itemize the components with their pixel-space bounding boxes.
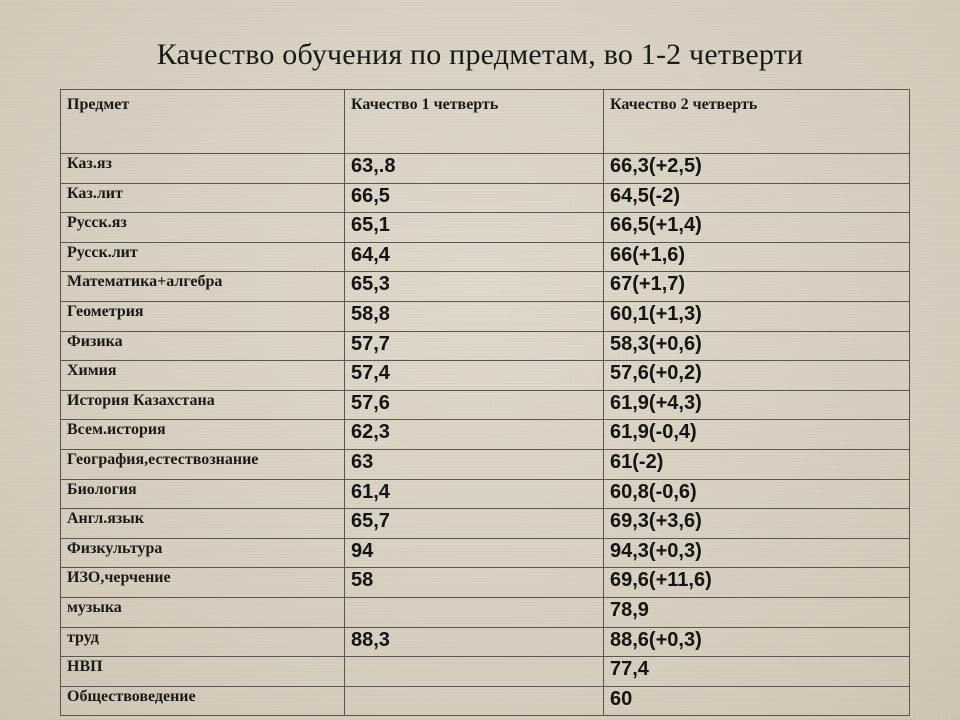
subject-cell: труд xyxy=(61,627,345,657)
quarter-2-cell: 77,4 xyxy=(604,657,910,687)
subject-cell: Физика xyxy=(61,331,345,361)
quarter-2-cell: 66,3(+2,5) xyxy=(604,154,910,184)
table-row xyxy=(61,361,910,391)
subject-cell: Всем.история xyxy=(61,420,345,450)
subject-cell: ИЗО,черчение xyxy=(61,568,345,598)
quarter-1-cell: 65,3 xyxy=(345,272,604,302)
quarter-2-cell: 60 xyxy=(604,686,910,716)
quarter-2-cell: 66,5(+1,4) xyxy=(604,213,910,243)
header-quarter-1: Качество 1 четверть xyxy=(345,90,604,154)
table-row xyxy=(61,479,910,509)
subject-cell: Физкультура xyxy=(61,538,345,568)
table-row xyxy=(61,420,910,450)
subject-cell: Геометрия xyxy=(61,301,345,331)
grades-table xyxy=(60,89,910,716)
quarter-1-cell: 62,3 xyxy=(345,420,604,450)
table-row xyxy=(61,154,910,184)
table-row xyxy=(61,390,910,420)
quarter-2-cell: 60,8(-0,6) xyxy=(604,479,910,509)
subject-cell: Биология xyxy=(61,479,345,509)
quarter-1-cell xyxy=(345,686,604,716)
subject-cell: Англ.язык xyxy=(61,509,345,539)
header-subject: Предмет xyxy=(61,90,345,154)
table-row xyxy=(61,686,910,716)
quarter-2-cell: 66(+1,6) xyxy=(604,242,910,272)
table-row xyxy=(61,627,910,657)
table-body xyxy=(61,154,910,716)
table-row xyxy=(61,657,910,687)
subject-cell: Математика+алгебра xyxy=(61,272,345,302)
quarter-1-cell: 94 xyxy=(345,538,604,568)
table-row xyxy=(61,331,910,361)
subject-cell: Русск.яз xyxy=(61,213,345,243)
subject-cell: НВП xyxy=(61,657,345,687)
subject-cell: Химия xyxy=(61,361,345,391)
table-row xyxy=(61,538,910,568)
quarter-1-cell: 57,4 xyxy=(345,361,604,391)
quarter-1-cell xyxy=(345,657,604,687)
table-row xyxy=(61,272,910,302)
table-row xyxy=(61,597,910,627)
quarter-2-cell: 69,3(+3,6) xyxy=(604,509,910,539)
subject-cell: Каз.лит xyxy=(61,183,345,213)
table-row xyxy=(61,301,910,331)
quarter-1-cell: 66,5 xyxy=(345,183,604,213)
subject-cell: Обществоведение xyxy=(61,686,345,716)
quarter-2-cell: 57,6(+0,2) xyxy=(604,361,910,391)
quarter-1-cell: 61,4 xyxy=(345,479,604,509)
quarter-2-cell: 58,3(+0,6) xyxy=(604,331,910,361)
quarter-2-cell: 60,1(+1,3) xyxy=(604,301,910,331)
quarter-1-cell: 63,.8 xyxy=(345,154,604,184)
header-row xyxy=(61,90,910,154)
quarter-1-cell: 58,8 xyxy=(345,301,604,331)
quarter-2-cell: 64,5(-2) xyxy=(604,183,910,213)
table-row xyxy=(61,213,910,243)
quarter-2-cell: 78,9 xyxy=(604,597,910,627)
subject-cell: География,естествознание xyxy=(61,449,345,479)
quarter-1-cell: 57,6 xyxy=(345,390,604,420)
quarter-1-cell: 63 xyxy=(345,449,604,479)
quarter-1-cell: 64,4 xyxy=(345,242,604,272)
quarter-2-cell: 67(+1,7) xyxy=(604,272,910,302)
quarter-1-cell: 65,7 xyxy=(345,509,604,539)
page-title: Качество обучения по предметам, во 1-2 четверти xyxy=(156,38,804,71)
subject-cell: Каз.яз xyxy=(61,154,345,184)
quarter-2-cell: 61(-2) xyxy=(604,449,910,479)
subject-cell: музыка xyxy=(61,597,345,627)
quarter-1-cell: 88,3 xyxy=(345,627,604,657)
header-quarter-2: Качество 2 четверть xyxy=(604,90,910,154)
quarter-1-cell: 65,1 xyxy=(345,213,604,243)
table-row xyxy=(61,568,910,598)
quarter-2-cell: 61,9(-0,4) xyxy=(604,420,910,450)
quarter-2-cell: 88,6(+0,3) xyxy=(604,627,910,657)
table-header xyxy=(61,90,910,154)
quarter-1-cell: 58 xyxy=(345,568,604,598)
quarter-2-cell: 94,3(+0,3) xyxy=(604,538,910,568)
table-row xyxy=(61,242,910,272)
table-row xyxy=(61,449,910,479)
quarter-1-cell: 57,7 xyxy=(345,331,604,361)
quarter-2-cell: 69,6(+11,6) xyxy=(604,568,910,598)
subject-cell: История Казахстана xyxy=(61,390,345,420)
quarter-2-cell: 61,9(+4,3) xyxy=(604,390,910,420)
subject-cell: Русск.лит xyxy=(61,242,345,272)
table-row xyxy=(61,183,910,213)
table-row xyxy=(61,509,910,539)
quarter-1-cell xyxy=(345,597,604,627)
